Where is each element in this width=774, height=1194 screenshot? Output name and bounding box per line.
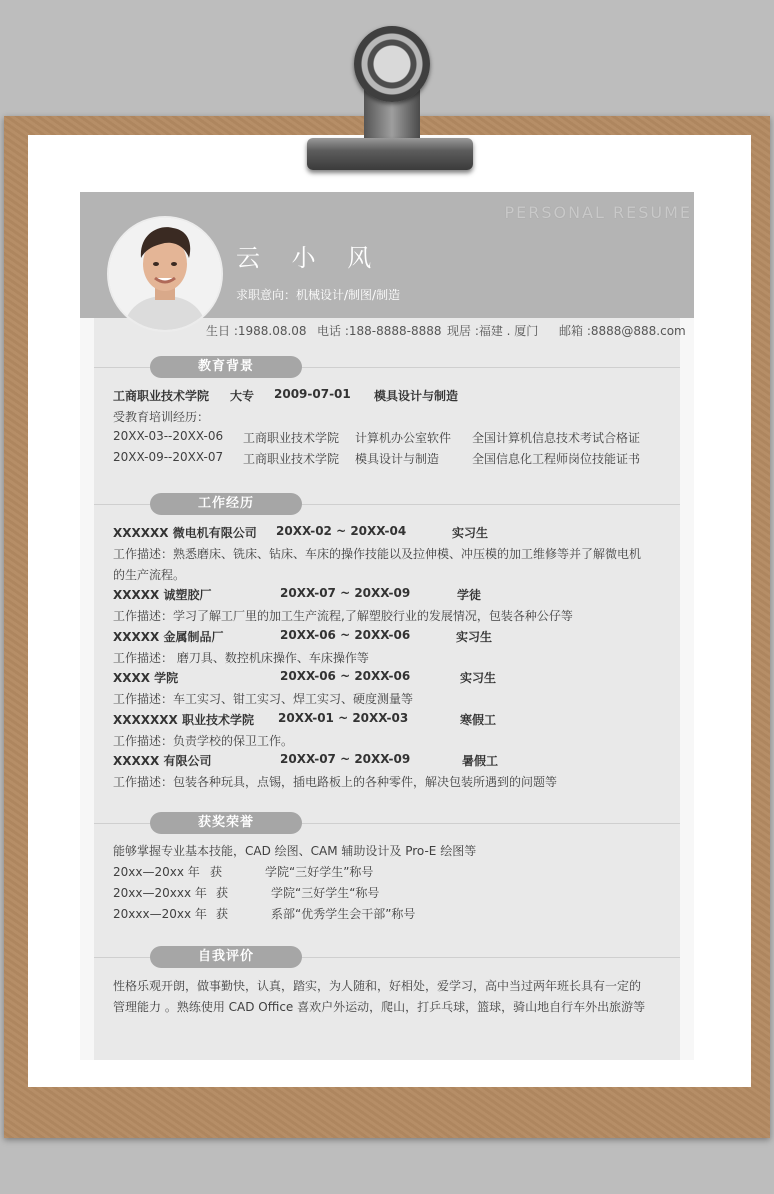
job-period: 20XX-06 ~ 20XX-06: [280, 669, 411, 683]
job-role: 学徒: [457, 588, 482, 602]
binder-clip-icon: [354, 26, 430, 102]
edu-training-label: 受教育培训经历：: [113, 410, 210, 424]
job-desc: 工作描述：负责学校的保卫工作。: [113, 734, 294, 748]
job-company: XXXXX 有限公司: [113, 754, 212, 768]
edu-major: 模具设计与制造: [374, 389, 459, 403]
edu-row-cert: 全国计算机信息技术考试合格证: [472, 431, 641, 445]
edu-date: 2009-07-01: [274, 387, 351, 401]
edu-row-org: 工商职业技术学院: [243, 431, 340, 445]
job-role: 寒假工: [460, 713, 497, 727]
job-period: 20XX-02 ~ 20XX-04: [276, 524, 407, 538]
section-heading-awards: 获奖荣誉: [150, 812, 302, 834]
job-role: 暑假工: [462, 754, 499, 768]
job-role: 实习生: [456, 630, 493, 644]
job-intention: 求职意向：机械设计/制图/制造: [236, 288, 401, 302]
job-desc: 工作描述： 磨刀具、数控机床操作、车床操作等: [113, 651, 369, 665]
job-company: XXXXXXX 职业技术学院: [113, 713, 254, 727]
edu-row-org: 工商职业技术学院: [243, 452, 340, 466]
award-period: 20xx—20xxx 年: [113, 886, 207, 900]
job-period: 20XX-01 ~ 20XX-03: [278, 711, 409, 725]
section-heading-self: 自我评价: [150, 946, 302, 968]
resume-title: PERSONAL RESUME: [504, 203, 692, 222]
section-heading-work: 工作经历: [150, 493, 302, 515]
candidate-name: 云 小 风: [236, 244, 384, 272]
edu-row-course: 计算机办公室软件: [355, 431, 452, 445]
award-period: 20xxx—20xx 年: [113, 907, 207, 921]
edu-row-period: 20XX-03--20XX-06: [113, 429, 224, 443]
job-company: XXXXXX 微电机有限公司: [113, 526, 257, 540]
portrait-photo: [109, 218, 221, 330]
award-title: 学院“三好学生“称号: [271, 886, 380, 900]
awards-skills: 能够掌握专业基本技能，CAD 绘图、CAM 辅助设计及 Pro-E 绘图等: [113, 844, 477, 858]
edu-row-period: 20XX-09--20XX-07: [113, 450, 224, 464]
job-desc: 工作描述：熟悉磨床、铣床、钻床、车床的操作技能以及拉伸模、冲压模的加工维修等并了解微电机: [113, 547, 642, 561]
phone: 电话 :188-8888-8888: [317, 324, 442, 338]
job-period: 20XX-07 ~ 20XX-09: [280, 586, 411, 600]
award-got: 获: [210, 865, 223, 879]
job-desc: 工作描述：包装各种玩具，点锡，插电路板上的各种零件，解决包装所遇到的问题等: [113, 775, 558, 789]
edu-row-cert: 全国信息化工程师岗位技能证书: [472, 452, 641, 466]
section-heading-education: 教育背景: [150, 356, 302, 378]
job-company: XXXX 学院: [113, 671, 179, 685]
job-role: 实习生: [452, 526, 489, 540]
edu-degree: 大专: [230, 389, 255, 403]
birth-date: 生日 :1988.08.08: [206, 324, 307, 338]
job-period: 20XX-06 ~ 20XX-06: [280, 628, 411, 642]
self-eval-line: 性格乐观开朗，做事勤快，认真，踏实，为人随和，好相处，爱学习，高中当过两年班长具有一定的: [113, 979, 642, 993]
self-eval-line: 管理能力 。熟练使用 CAD Office 喜欢户外运动，爬山，打乒乓球，篮球，骑山地自行车外出旅游等: [113, 1000, 646, 1014]
email: 邮箱 :8888@888.com: [559, 324, 686, 338]
job-role: 实习生: [460, 671, 497, 685]
residence: 现居 :福建 . 厦门: [447, 324, 539, 338]
edu-school: 工商职业技术学院: [113, 389, 210, 403]
award-got: 获: [216, 886, 229, 900]
clip-base: [307, 138, 473, 170]
award-title: 学院“三好学生”称号: [265, 865, 374, 879]
award-period: 20xx—20xx 年: [113, 865, 200, 879]
award-got: 获: [216, 907, 229, 921]
job-period: 20XX-07 ~ 20XX-09: [280, 752, 411, 766]
job-desc-cont: 的生产流程。: [113, 568, 186, 582]
job-desc: 工作描述：学习了解工厂里的加工生产流程,了解塑胶行业的发展情况，包装各种公仔等: [113, 609, 573, 623]
award-title: 系部“优秀学生会干部”称号: [271, 907, 416, 921]
avatar: [109, 218, 221, 330]
edu-row-course: 模具设计与制造: [355, 452, 440, 466]
job-company: XXXXX 金属制品厂: [113, 630, 224, 644]
job-company: XXXXX 诚塑胶厂: [113, 588, 212, 602]
job-desc: 工作描述：车工实习、钳工实习、焊工实习、硬度测量等: [113, 692, 414, 706]
